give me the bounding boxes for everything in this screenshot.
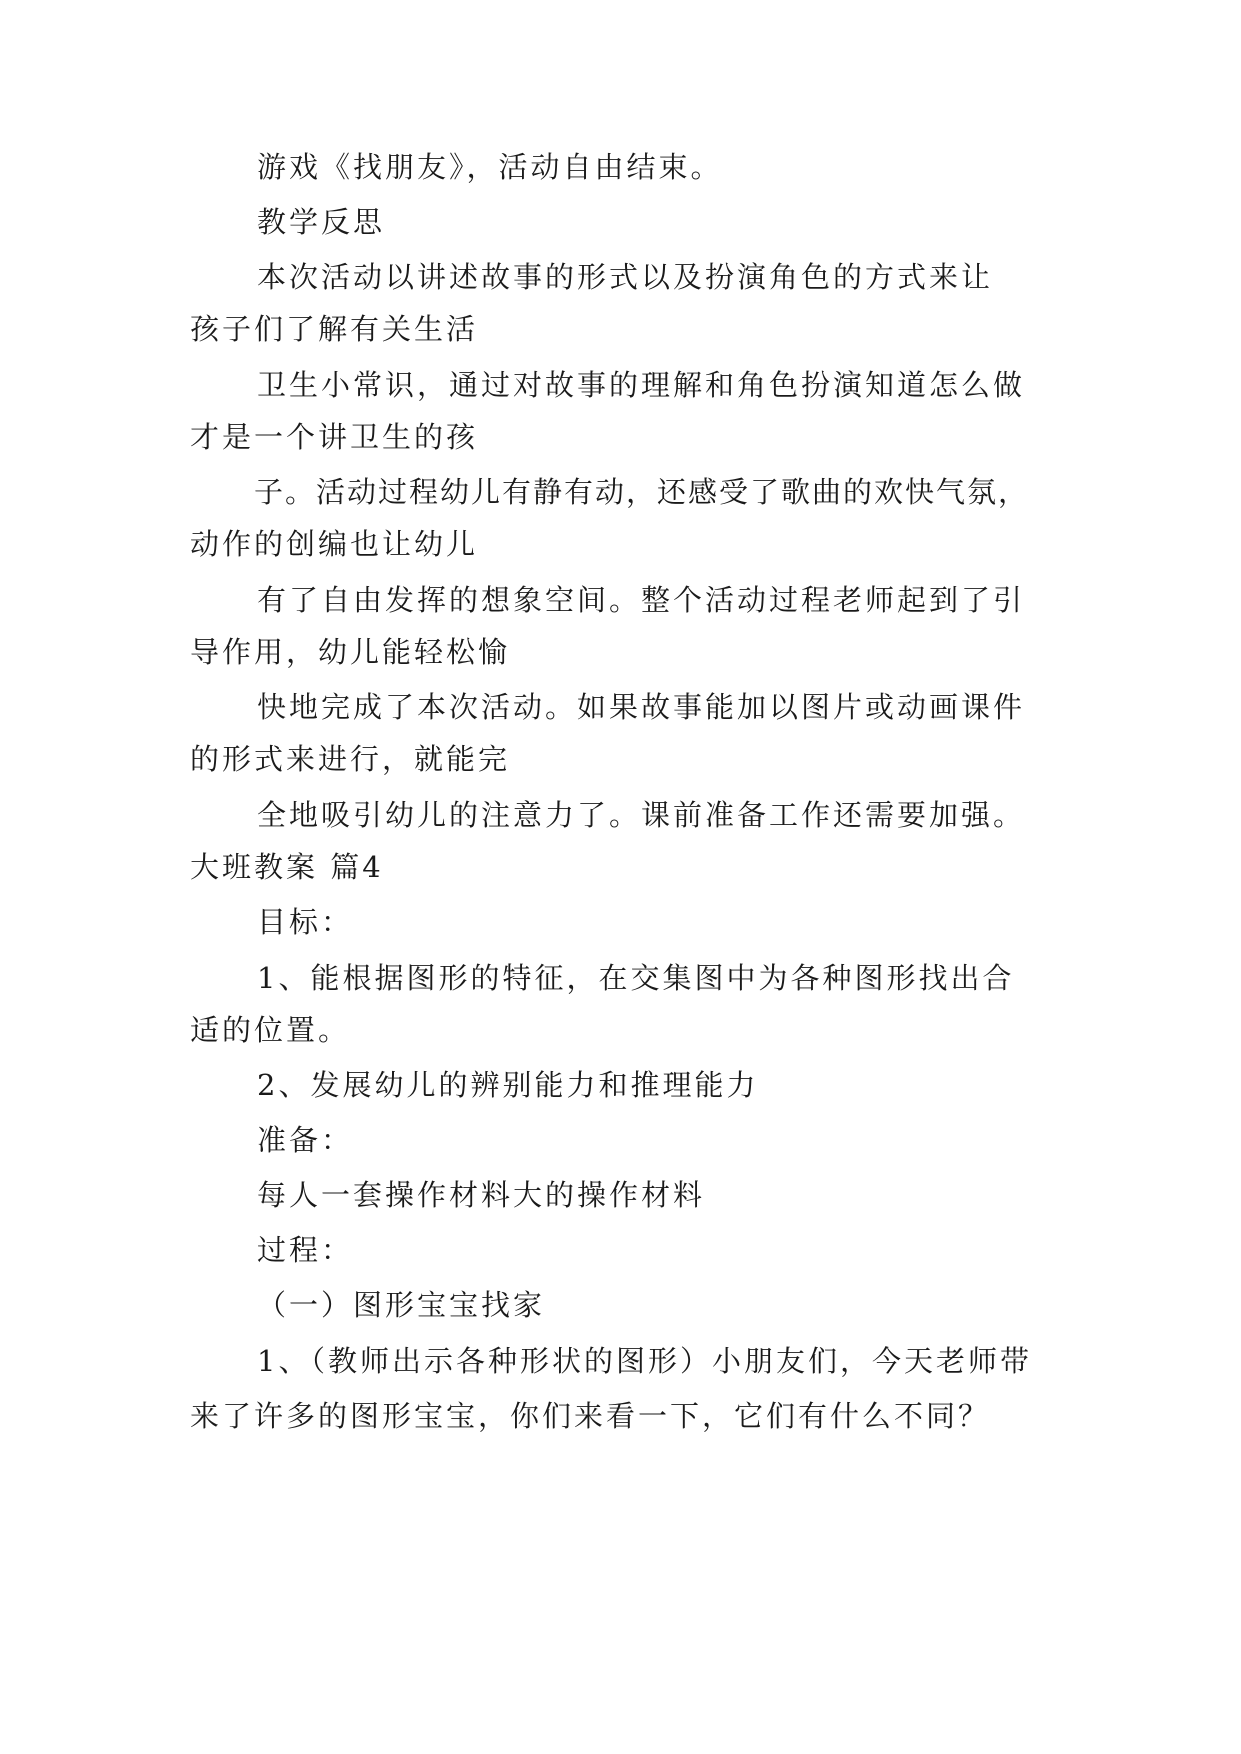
paragraph-line: 孩子们了解有关生活 (190, 312, 479, 346)
paragraph-line: 动作的创编也让幼儿 (190, 527, 479, 561)
paragraph-line: 导作用，幼儿能轻松愉 (190, 635, 511, 669)
paragraph-line: 本次活动以讲述故事的形式以及扮演角色的方式来让 (257, 260, 994, 294)
paragraph-line: 子。活动过程幼儿有静有动，还感受了歌曲的欢快气氛， (254, 475, 1030, 509)
paragraph-line: 来了许多的图形宝宝，你们来看一下，它们有什么不同？ (190, 1399, 991, 1433)
subsection-heading: （一）图形宝宝找家 (257, 1288, 546, 1322)
paragraph-line: 有了自由发挥的想象空间。整个活动过程老师起到了引 (257, 583, 1026, 617)
paragraph-line: 2、发展幼儿的辨别能力和推理能力 (257, 1068, 759, 1102)
paragraph-line: 1、能根据图形的特征，在交集图中为各种图形找出合 (257, 961, 1015, 995)
paragraph-line: 适的位置。 (190, 1013, 351, 1047)
paragraph-line: 游戏《找朋友》，活动自由结束。 (257, 150, 723, 184)
section-heading-reflection: 教学反思 (257, 205, 386, 239)
paragraph-line: 1、（教师出示各种形状的图形）小朋友们，今天老师带 (257, 1344, 1032, 1378)
paragraph-line: 的形式来进行，就能完 (190, 742, 511, 776)
paragraph-line: 每人一套操作材料大的操作材料 (257, 1178, 706, 1212)
section-heading-preparation: 准备： (257, 1123, 354, 1157)
paragraph-line: 快地完成了本次活动。如果故事能加以图片或动画课件 (257, 690, 1026, 724)
section-title: 大班教案 篇4 (190, 850, 384, 884)
paragraph-line: 才是一个讲卫生的孩 (190, 420, 479, 454)
paragraph-line: 全地吸引幼儿的注意力了。课前准备工作还需要加强。 (257, 798, 1026, 832)
section-heading-process: 过程： (257, 1233, 354, 1267)
section-heading-goals: 目标： (257, 905, 354, 939)
paragraph-line: 卫生小常识，通过对故事的理解和角色扮演知道怎么做 (257, 368, 1026, 402)
